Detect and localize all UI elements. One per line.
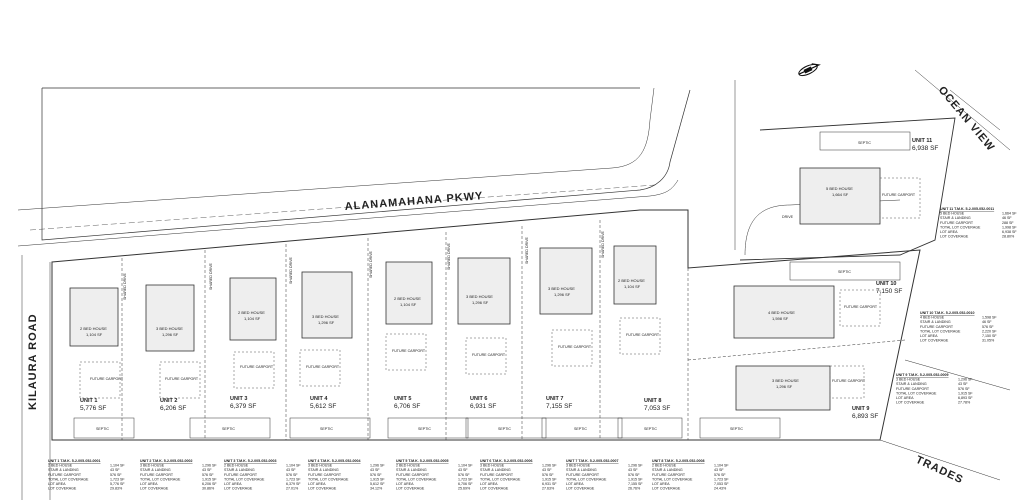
coverage-row-label: STAIR & LANDING [940, 216, 971, 221]
coverage-row-label: 2 BED HOUSE [48, 463, 73, 468]
coverage-table-title: UNIT 7 T.M.K. 5-2-005-052-0007 [566, 459, 619, 463]
unit-1-house-sf: 1,104 SF [86, 332, 103, 337]
unit-8-area: 7,053 SF [644, 405, 671, 412]
houses [70, 168, 880, 410]
coverage-row-label: 5 BED HOUSE [940, 211, 965, 216]
unit-1-house: 2 BED HOUSE [80, 326, 107, 331]
coverage-row-label: FUTURE CARPORT [140, 472, 174, 477]
coverage-row-value: 1,723 SF [110, 477, 125, 482]
coverage-table-title: UNIT 8 T.M.K. 5-2-005-052-0008 [652, 459, 705, 463]
unit-3-house: 2 BED HOUSE [238, 310, 265, 315]
coverage-row-value: 43 SF [370, 468, 380, 473]
svg-text:SHARED DRIVE: SHARED DRIVE [447, 243, 451, 270]
unit-9-area: 6,893 SF [852, 413, 879, 420]
coverage-row-label: TOTAL LOT COVERAGE [396, 477, 437, 482]
svg-text:FUTURE CARPORT: FUTURE CARPORT [626, 333, 660, 337]
coverage-row-label: LOT AREA [396, 482, 414, 486]
coverage-table-title: UNIT 4 T.M.K. 5-2-005-052-0004 [308, 459, 361, 463]
coverage-row-value: 43 SF [110, 468, 120, 473]
unit-11-name: UNIT 11 [912, 138, 933, 144]
svg-text:FUTURE CARPORT: FUTURE CARPORT [844, 305, 878, 309]
svg-text:FUTURE CARPORT: FUTURE CARPORT [558, 345, 592, 349]
unit-11-area: 6,938 SF [912, 145, 939, 152]
coverage-row-value: 43 SF [542, 468, 552, 473]
svg-text:SHARED DRIVE: SHARED DRIVE [525, 237, 529, 264]
coverage-table-title: UNIT 6 T.M.K. 5-2-005-052-0006 [480, 459, 533, 463]
coverage-row-value: 576 SF [958, 386, 970, 391]
unit-9-house-sf: 1,296 SF [776, 384, 793, 389]
coverage-table-1 [48, 459, 125, 491]
coverage-row-value: 576 SF [202, 472, 214, 477]
coverage-table-2 [140, 459, 217, 491]
coverage-row-value: 27.78% [958, 400, 971, 405]
coverage-row-label: LOT AREA [896, 396, 914, 400]
coverage-row-label: LOT COVERAGE [652, 486, 681, 491]
unit-4-name: UNIT 4 [310, 396, 328, 402]
coverage-table-7 [566, 459, 643, 491]
coverage-row-label: LOT COVERAGE [480, 486, 509, 491]
coverage-row-value: 34.12% [370, 486, 383, 491]
coverage-row-value: 46 SF [1002, 216, 1012, 221]
unit-3-house-sf: 1,104 SF [244, 316, 261, 321]
unit-10-house-sf: 1,598 SF [772, 316, 789, 321]
unit-7-house: 3 BED HOUSE [548, 286, 575, 291]
unit-6-name: UNIT 6 [470, 396, 488, 402]
coverage-row-value: 26.76% [628, 486, 641, 491]
unit-5-house: 2 BED HOUSE [394, 296, 421, 301]
coverage-row-value: 288 SF [1002, 220, 1014, 225]
coverage-row-label: FUTURE CARPORT [652, 472, 686, 477]
coverage-table-8 [652, 459, 729, 491]
svg-text:FUTURE CARPORT: FUTURE CARPORT [832, 379, 866, 383]
unit-4-house-sf: 1,296 SF [318, 320, 335, 325]
unit-4-area: 5,612 SF [310, 403, 337, 410]
street-kilaura: KILAURA ROAD [27, 313, 39, 410]
coverage-row-value: 1,723 SF [286, 477, 301, 482]
coverage-row-value: 24.43% [714, 486, 727, 491]
svg-text:SHARED DRIVE: SHARED DRIVE [123, 273, 127, 300]
unit-11-house: 5 BED HOUSE [826, 186, 853, 191]
coverage-row-label: LOT COVERAGE [48, 486, 77, 491]
coverage-row-label: TOTAL LOT COVERAGE [480, 477, 521, 482]
coverage-row-label: 2 BED HOUSE [224, 463, 249, 468]
coverage-row-value: 1,296 SF [628, 463, 643, 468]
coverage-row-label: TOTAL LOT COVERAGE [920, 329, 961, 334]
coverage-row-value: 25.69% [458, 486, 471, 491]
coverage-row-label: LOT COVERAGE [308, 486, 337, 491]
coverage-row-value: 1,915 SF [628, 477, 643, 482]
coverage-row-label: STAIR & LANDING [566, 468, 597, 473]
svg-text:SHARED DRIVE: SHARED DRIVE [289, 257, 293, 284]
coverage-table-title: UNIT 3 T.M.K. 5-2-005-052-0003 [224, 459, 277, 463]
svg-text:SEPTIC: SEPTIC [730, 427, 743, 431]
unit-4-house: 3 BED HOUSE [312, 314, 339, 319]
unit-8-house-sf: 1,104 SF [624, 284, 641, 289]
coverage-row-value: 7,150 SF [982, 334, 997, 338]
unit-2-area: 6,206 SF [160, 405, 187, 412]
coverage-row-label: STAIR & LANDING [224, 468, 255, 473]
coverage-row-label: STAIR & LANDING [396, 468, 427, 473]
svg-text:SEPTIC: SEPTIC [222, 427, 235, 431]
coverage-row-value: 1,723 SF [714, 477, 729, 482]
svg-text:SEPTIC: SEPTIC [96, 427, 109, 431]
coverage-row-label: FUTURE CARPORT [224, 472, 258, 477]
coverage-row-label: LOT COVERAGE [940, 234, 969, 239]
road-edge-north [18, 88, 654, 210]
coverage-row-value: 576 SF [370, 472, 382, 477]
coverage-table-title: UNIT 11 T.M.K. 5-2-005-052-0011 [940, 207, 995, 211]
coverage-row-label: LOT COVERAGE [396, 486, 425, 491]
unit-5-name: UNIT 5 [394, 396, 412, 402]
coverage-row-label: LOT COVERAGE [920, 338, 949, 343]
svg-text:DRIVE: DRIVE [782, 215, 793, 219]
coverage-row-value: 43 SF [202, 468, 212, 473]
coverage-row-value: 1,104 SF [458, 463, 473, 468]
coverage-row-value: 1,104 SF [714, 463, 729, 468]
unit-11-house-sf: 1,664 SF [832, 192, 849, 197]
unit-1-name: UNIT 1 [80, 398, 98, 404]
coverage-row-value: 576 SF [982, 324, 994, 329]
coverage-row-label: 2 BED HOUSE [396, 463, 421, 468]
svg-text:FUTURE CARPORT: FUTURE CARPORT [240, 365, 274, 369]
coverage-row-label: FUTURE CARPORT [396, 472, 430, 477]
unit-3-area: 6,379 SF [230, 403, 257, 410]
coverage-row-value: 5,776 SF [110, 482, 125, 486]
coverage-row-value: 28.80% [1002, 234, 1015, 239]
coverage-row-value: 1,296 SF [958, 377, 973, 382]
unit-9-name: UNIT 9 [852, 406, 870, 412]
coverage-table-title: UNIT 10 T.M.K. 5-2-005-052-0010 [920, 311, 975, 315]
coverage-row-label: 2 BED HOUSE [652, 463, 677, 468]
unit-11 [826, 138, 938, 197]
road-centerline [30, 185, 655, 230]
unit-6-house-sf: 1,296 SF [472, 300, 489, 305]
coverage-row-value: 7,155 SF [628, 482, 643, 486]
coverage-row-label: FUTURE CARPORT [480, 472, 514, 477]
unit-2-house-sf: 1,296 SF [162, 332, 179, 337]
coverage-row-label: LOT COVERAGE [896, 400, 925, 405]
svg-text:SEPTIC: SEPTIC [498, 427, 511, 431]
coverage-row-value: 1,915 SF [958, 391, 973, 396]
unit-3-name: UNIT 3 [230, 396, 248, 402]
coverage-row-value: 576 SF [628, 472, 640, 477]
coverage-row-value: 1,915 SF [202, 477, 217, 482]
unit-7-area: 7,155 SF [546, 403, 573, 410]
coverage-row-label: LOT AREA [480, 482, 498, 486]
coverage-row-label: FUTURE CARPORT [308, 472, 342, 477]
svg-text:FUTURE CARPORT: FUTURE CARPORT [392, 349, 426, 353]
subdivision-outline [42, 88, 690, 240]
coverage-row-label: LOT AREA [308, 482, 326, 486]
coverage-table-title: UNIT 1 T.M.K. 5-2-005-052-0001 [48, 459, 101, 463]
coverage-row-label: 3 BED HOUSE [896, 377, 921, 382]
coverage-row-label: 3 BED HOUSE [480, 463, 505, 468]
coverage-row-label: FUTURE CARPORT [48, 472, 82, 477]
coverage-row-label: LOT AREA [566, 482, 584, 486]
coverage-row-value: 1,723 SF [458, 477, 473, 482]
coverage-row-value: 576 SF [542, 472, 554, 477]
coverage-row-label: LOT AREA [920, 334, 938, 338]
coverage-row-label: LOT AREA [224, 482, 242, 486]
coverage-row-value: 6,206 SF [202, 482, 217, 486]
svg-text:SEPTIC: SEPTIC [858, 141, 871, 145]
coverage-table-5 [396, 459, 473, 491]
unit-8-house: 2 BED HOUSE [618, 278, 645, 283]
svg-text:SHARED DRIVE: SHARED DRIVE [601, 231, 605, 258]
svg-text:SEPTIC: SEPTIC [644, 427, 657, 431]
coverage-row-label: TOTAL LOT COVERAGE [140, 477, 181, 482]
unit-10-area: 7,150 SF [876, 288, 903, 295]
north-arrow-icon [797, 61, 820, 78]
svg-text:SEPTIC: SEPTIC [574, 427, 587, 431]
coverage-row-value: 1,998 SF [1002, 225, 1017, 230]
unit-7-house-sf: 1,296 SF [554, 292, 571, 297]
svg-text:FUTURE CARPORT: FUTURE CARPORT [882, 193, 916, 197]
coverage-row-value: 7,053 SF [714, 482, 729, 486]
coverage-row-value: 1,104 SF [286, 463, 301, 468]
coverage-row-value: 576 SF [110, 472, 122, 477]
unit-8-name: UNIT 8 [644, 398, 662, 404]
coverage-row-value: 6,706 SF [458, 482, 473, 486]
coverage-row-value: 6,379 SF [286, 482, 301, 486]
unit-6-house: 3 BED HOUSE [466, 294, 493, 299]
coverage-row-label: FUTURE CARPORT [566, 472, 600, 477]
coverage-table-10 [920, 311, 997, 343]
coverage-row-label: LOT AREA [940, 230, 958, 234]
coverage-row-value: 43 SF [958, 382, 968, 387]
coverage-row-value: 29.83% [110, 486, 123, 491]
coverage-row-label: FUTURE CARPORT [920, 324, 954, 329]
coverage-row-label: 3 BED HOUSE [308, 463, 333, 468]
coverage-row-value: 1,296 SF [542, 463, 557, 468]
coverage-row-label: STAIR & LANDING [896, 382, 927, 387]
svg-text:SHARED DRIVE: SHARED DRIVE [209, 263, 213, 290]
unit-2-name: UNIT 2 [160, 398, 178, 404]
coverage-row-value: 1,296 SF [202, 463, 217, 468]
coverage-row-label: TOTAL LOT COVERAGE [940, 225, 981, 230]
coverage-row-value: 43 SF [628, 468, 638, 473]
street-ocean-view: OCEAN VIEW [935, 84, 997, 154]
coverage-row-label: TOTAL LOT COVERAGE [48, 477, 89, 482]
coverage-row-value: 43 SF [286, 468, 296, 473]
coverage-row-value: 30.86% [202, 486, 215, 491]
coverage-row-value: 1,104 SF [110, 463, 125, 468]
coverage-row-label: FUTURE CARPORT [896, 386, 930, 391]
coverage-row-value: 6,893 SF [958, 396, 973, 400]
coverage-row-value: 27.63% [542, 486, 555, 491]
coverage-table-9 [896, 373, 973, 405]
coverage-row-value: 1,598 SF [982, 315, 997, 320]
svg-text:SEPTIC: SEPTIC [320, 427, 333, 431]
coverage-row-label: STAIR & LANDING [920, 320, 951, 325]
unit-6-area: 6,931 SF [470, 403, 497, 410]
unit-5-area: 6,706 SF [394, 403, 421, 410]
coverage-table-title: UNIT 5 T.M.K. 5-2-005-052-0005 [396, 459, 449, 463]
coverage-row-value: 576 SF [286, 472, 298, 477]
coverage-row-value: 6,931 SF [542, 482, 557, 486]
street-trades: TRADES [913, 453, 966, 487]
coverage-row-label: TOTAL LOT COVERAGE [308, 477, 349, 482]
svg-text:SEPTIC: SEPTIC [418, 427, 431, 431]
coverage-row-value: 43 SF [714, 468, 724, 473]
coverage-row-value: 1,915 SF [370, 477, 385, 482]
unit-10-name: UNIT 10 [876, 281, 897, 287]
coverage-row-label: TOTAL LOT COVERAGE [652, 477, 693, 482]
coverage-row-label: FUTURE CARPORT [940, 220, 974, 225]
unit-1-area: 5,776 SF [80, 405, 107, 412]
svg-text:FUTURE CARPORT: FUTURE CARPORT [306, 365, 340, 369]
coverage-row-value: 1,296 SF [370, 463, 385, 468]
coverage-row-label: STAIR & LANDING [140, 468, 171, 473]
coverage-row-value: 46 SF [982, 320, 992, 325]
coverage-row-label: LOT AREA [652, 482, 670, 486]
coverage-row-label: LOT AREA [140, 482, 158, 486]
coverage-row-value: 5,612 SF [370, 482, 385, 486]
coverage-table-title: UNIT 2 T.M.K. 5-2-005-052-0002 [140, 459, 193, 463]
street-alanamahana: ALANAMAHANA PKWY [344, 190, 484, 213]
coverage-row-label: 3 BED HOUSE [140, 463, 165, 468]
coverage-row-label: STAIR & LANDING [48, 468, 79, 473]
unit-7-name: UNIT 7 [546, 396, 564, 402]
coverage-row-value: 1,664 SF [1002, 211, 1017, 216]
coverage-row-label: STAIR & LANDING [308, 468, 339, 473]
svg-text:FUTURE CARPORT: FUTURE CARPORT [472, 353, 506, 357]
coverage-row-value: 576 SF [458, 472, 470, 477]
coverage-row-label: TOTAL LOT COVERAGE [224, 477, 265, 482]
svg-text:FUTURE CARPORT: FUTURE CARPORT [165, 377, 199, 381]
coverage-row-label: STAIR & LANDING [652, 468, 683, 473]
unit-2-house: 3 BED HOUSE [156, 326, 183, 331]
coverage-row-label: STAIR & LANDING [480, 468, 511, 473]
coverage-row-label: LOT COVERAGE [224, 486, 253, 491]
coverage-table-4 [308, 459, 385, 491]
coverage-row-label: TOTAL LOT COVERAGE [896, 391, 937, 396]
unit-5-house-sf: 1,104 SF [400, 302, 417, 307]
coverage-row-value: 1,915 SF [542, 477, 557, 482]
coverage-row-value: 43 SF [458, 468, 468, 473]
unit-10-house: 4 BED HOUSE [768, 310, 795, 315]
coverage-row-label: LOT AREA [48, 482, 66, 486]
coverage-row-value: 576 SF [714, 472, 726, 477]
svg-text:SHARED DRIVE: SHARED DRIVE [369, 251, 373, 278]
coverage-row-value: 2,220 SF [982, 329, 997, 334]
svg-text:SEPTIC: SEPTIC [838, 270, 851, 274]
coverage-table-title: UNIT 9 T.M.K. 5-2-005-052-0009 [896, 373, 949, 377]
coverage-row-label: TOTAL LOT COVERAGE [566, 477, 607, 482]
coverage-row-label: LOT COVERAGE [566, 486, 595, 491]
coverage-row-value: 27.01% [286, 486, 299, 491]
coverage-row-label: 4 BED HOUSE [920, 315, 945, 320]
coverage-row-label: 3 BED HOUSE [566, 463, 591, 468]
coverage-table-11 [940, 207, 1017, 239]
coverage-row-label: LOT COVERAGE [140, 486, 169, 491]
coverage-table-3 [224, 459, 301, 491]
coverage-table-6 [480, 459, 557, 491]
coverage-row-value: 6,938 SF [1002, 230, 1017, 234]
unit-9-house: 3 BED HOUSE [772, 378, 799, 383]
coverage-row-value: 31.05% [982, 338, 995, 343]
svg-text:FUTURE CARPORT: FUTURE CARPORT [90, 377, 124, 381]
